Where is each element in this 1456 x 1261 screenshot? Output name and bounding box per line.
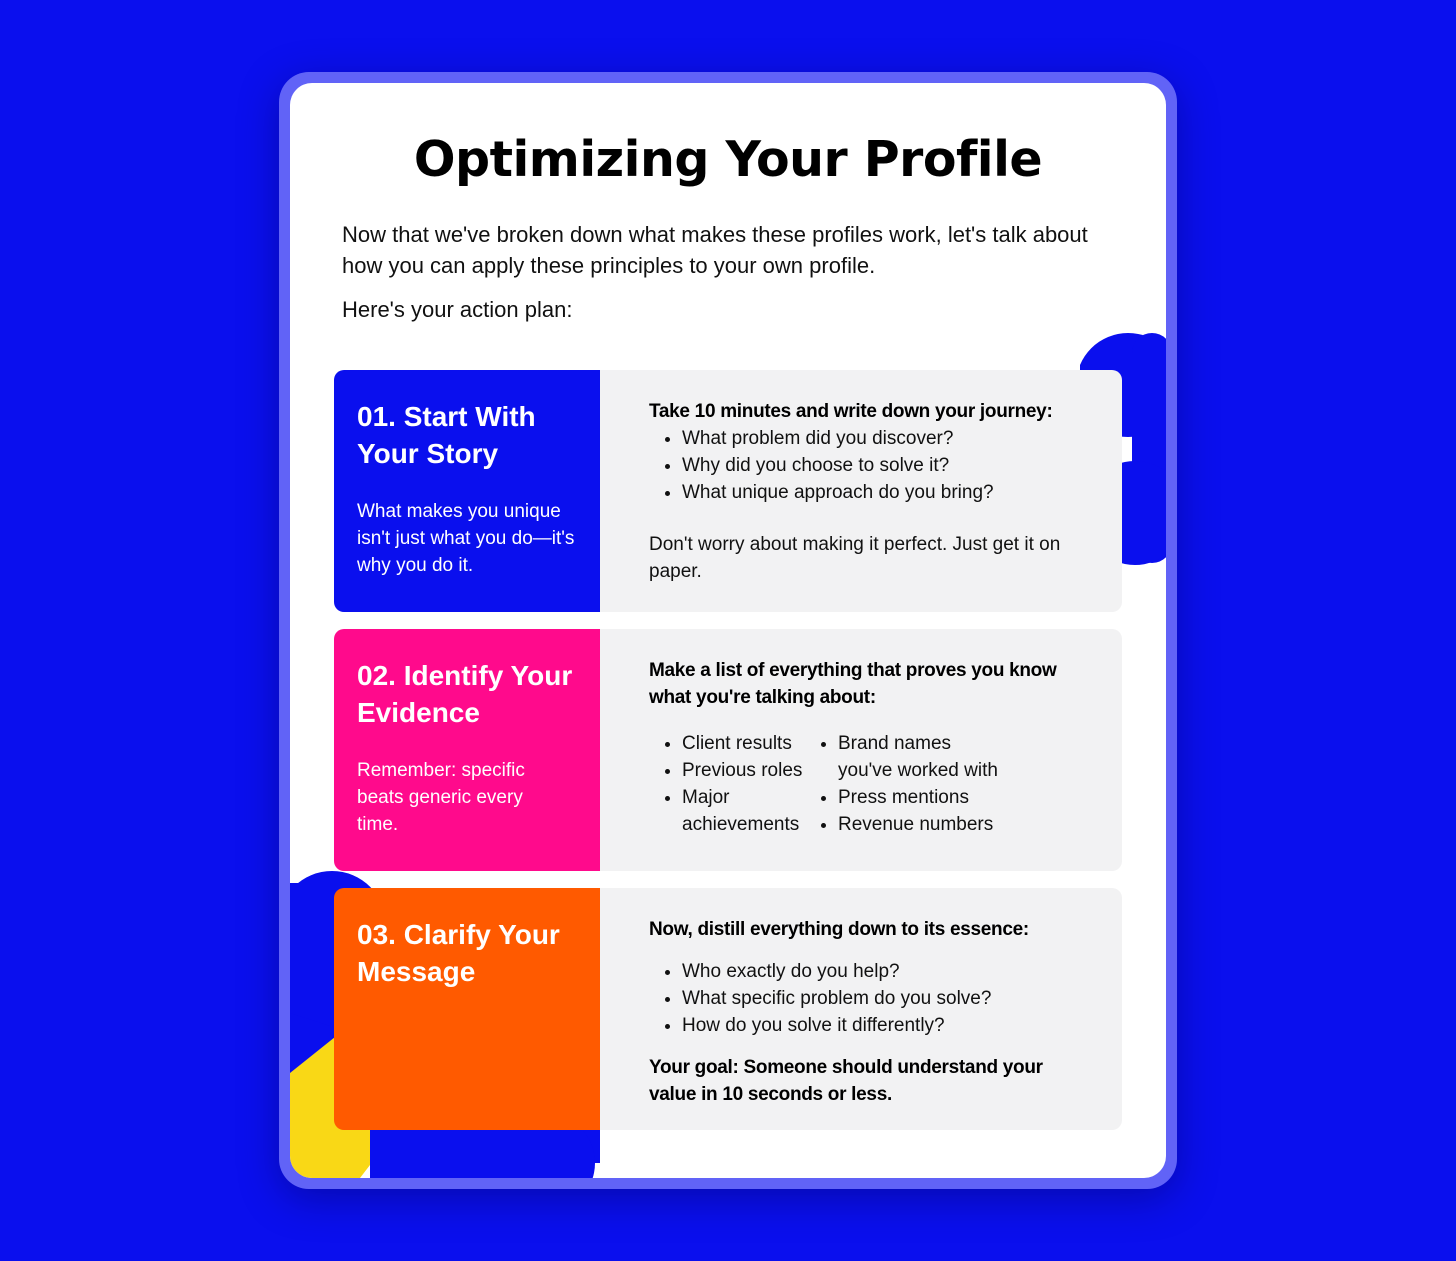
step-2-content-panel: [600, 629, 1122, 871]
step-3-bullet-list: [649, 958, 1092, 1039]
step-2-label-panel: [334, 629, 600, 871]
list-item: Client results: [649, 730, 805, 757]
list-item: Previous roles: [649, 757, 805, 784]
page-title: Optimizing Your Profile: [413, 131, 1043, 188]
list-item: Who exactly do you help?: [649, 958, 1092, 985]
step-identify-evidence: [334, 629, 1122, 871]
step-2-bullet-list-left: [649, 730, 805, 838]
list-item: Why did you choose to solve it?: [649, 452, 1092, 479]
step-start-with-story: [334, 370, 1122, 612]
step-1-title: 01. Start With Your Story: [357, 401, 536, 469]
step-3-content-panel: [600, 888, 1122, 1130]
step-1-subtitle: What makes you unique isn't just what you do—it's why you do it.: [357, 501, 575, 576]
step-3-label-panel: [334, 888, 600, 1130]
step-2-heading: Make a list of everything that proves you know what you're talking about:: [649, 660, 1057, 708]
action-plan-lead: Here's your action plan:: [342, 297, 573, 322]
step-3-title: 03. Clarify Your Message: [357, 919, 560, 987]
list-item: Brand names you've worked with: [805, 730, 1005, 784]
intro-paragraph: Now that we've broken down what makes these profiles work, let's talk about how you can apply these principles to your own profile.: [342, 222, 1088, 278]
list-item: Major achievements: [649, 784, 805, 838]
step-2-bullet-columns: [649, 730, 1092, 838]
step-3-goal: Your goal: Someone should understand your value in 10 seconds or less.: [649, 1057, 1043, 1105]
list-item: What specific problem do you solve?: [649, 985, 1092, 1012]
step-1-heading: Take 10 minutes and write down your journey:: [649, 401, 1053, 422]
list-item: What problem did you discover?: [649, 425, 1092, 452]
list-item: Revenue numbers: [805, 811, 1005, 838]
step-1-content-panel: [600, 370, 1122, 612]
list-item: How do you solve it differently?: [649, 1012, 1092, 1039]
list-item: Press mentions: [805, 784, 1005, 811]
step-2-title: 02. Identify Your Evidence: [357, 660, 573, 728]
step-2-subtitle: Remember: specific beats generic every time.: [357, 760, 525, 835]
step-3-heading: Now, distill everything down to its essence:: [649, 919, 1029, 940]
step-1-label-panel: [334, 370, 600, 612]
list-item: What unique approach do you bring?: [649, 479, 1092, 506]
step-1-bullet-list: [649, 425, 1092, 506]
step-clarify-message: [334, 888, 1122, 1130]
step-2-bullet-list-right: [805, 730, 1005, 838]
content-card: [290, 83, 1166, 1178]
step-1-footer: Don't worry about making it perfect. Just get it on paper.: [649, 534, 1061, 582]
